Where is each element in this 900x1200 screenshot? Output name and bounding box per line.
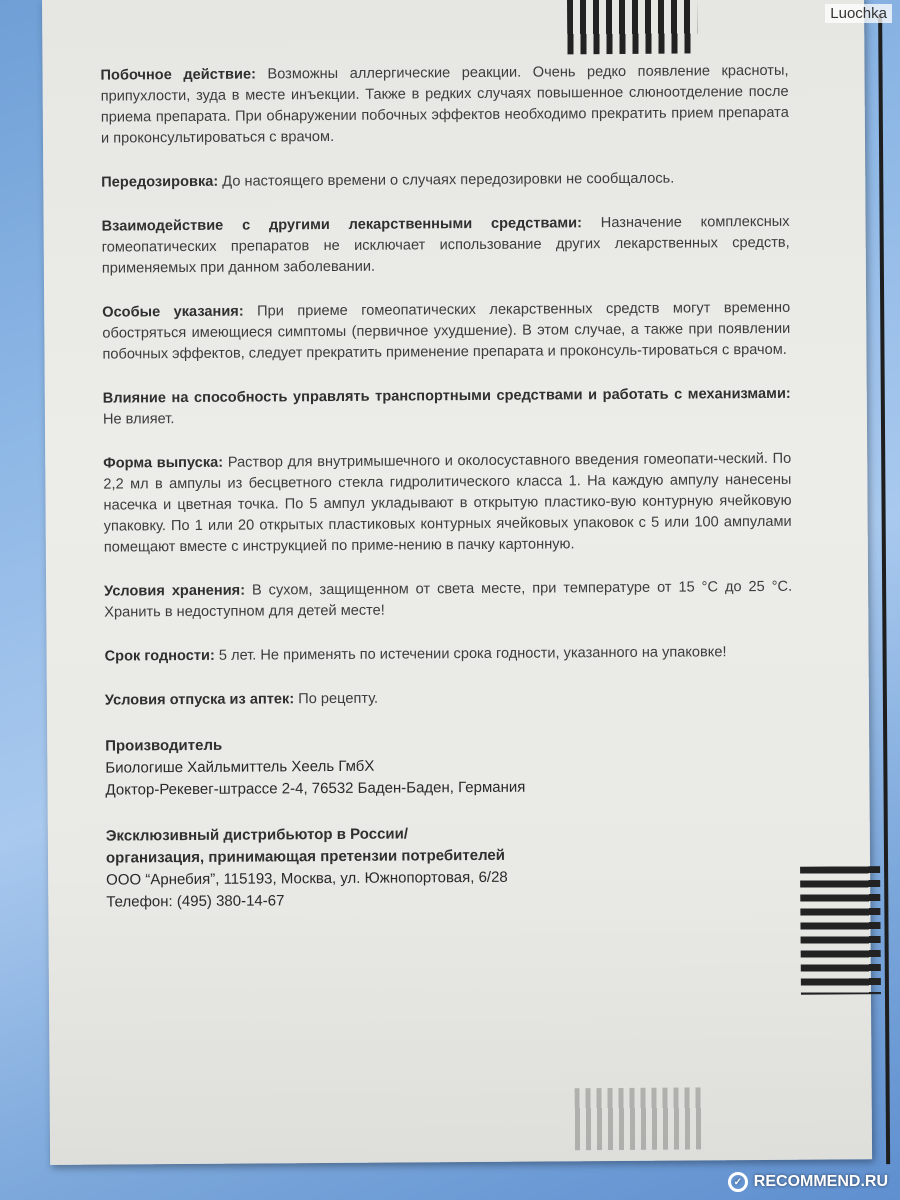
section-body: В сухом, защищенном от света месте, при температуре от 15 °С до 25 °С. Хранить в недоступном для детей месте! [104,578,793,621]
distributor-block [106,821,795,914]
section-body: При приеме гомеопатических лекарственных средств могут временно обостряться имеющиеся симптомы (первичное ухудшение). В этом случае, а также при появлении побочных эффектов, следует прекратить применение препарата и проконсуль-тироваться с врачом. [102,299,791,363]
site-watermark-text: RECOMMEND.RU [753,1173,888,1190]
section-heading: Передозировка: [101,173,219,191]
site-watermark [728,1172,888,1192]
section-heading: Взаимодействие с другими лекарственными средствами: [101,215,583,235]
distributor-phone: Телефон: (495) 380-14-67 [106,892,285,911]
section-heading: Форма выпуска: [103,454,224,472]
barcode-top [567,0,697,54]
section-special-instructions [102,298,790,366]
barcode-bottom [575,1087,705,1150]
section-body: Назначение комплексных гомеопатических препаратов не исключает использование других лекарственных средств, применяемых при данном заболевании. [101,213,790,277]
section-body: Возможны аллергические реакции. Очень редко появление красноты, припухлости, зуда в месте инъекции. Также в редких случаях повышенное слюноотделение после приема препарата. При обнаружении побочных эффектов необходимо прекратить прием препарата и проконсультироваться с врачом. [100,62,789,147]
section-heading: Условия хранения: [104,582,246,600]
manufacturer-address: Доктор-Рекевег-штрассе 2-4, 76532 Баден-Баден, Германия [105,778,526,799]
section-storage [104,577,792,624]
section-heading: Условия отпуска из аптек: [104,691,295,709]
section-driving [103,384,791,431]
author-watermark: Luochka [825,4,892,23]
section-heading: Срок годности: [104,647,215,665]
section-body: 5 лет. Не применять по истечении срока годности, указанного на упаковке! [214,644,727,664]
barcode-side [800,866,881,995]
instruction-leaflet [42,0,872,1165]
section-heading: Побочное действие: [100,66,256,84]
section-interactions [102,212,790,280]
recommend-logo-icon: ✓ [728,1172,748,1192]
section-heading: Влияние на способность управлять транспортными средствами и работать с механизмами: [102,385,791,407]
section-body: Раствор для внутримышечного и околосуставного введения гомеопати-ческий. По 2,2 мл в ампулы из бесцветного стекла гидролитического класса 1. На каждую ампулу нанесены насечка и цветная точка. По 5 ампул укладывают в открытую пластико-вую контурную ячейковую упаковку. По 1 или 20 открытых пластиковых контурных ячейковых упаковок с 5 или 100 ампулами помещают вместе с инструкцией по приме-нению в пачку картонную. [103,450,792,556]
leaflet-text [100,61,794,914]
manufacturer-name: Биологише Хайльмиттель Хеель ГмбХ [105,757,375,777]
distributor-name: ООО “Арнебия”, 115193, Москва, ул. Южнопортовая, 6/28 [106,868,508,889]
distributor-heading-2: организация, принимающая претензии потребителей [105,846,506,867]
section-body: По рецепту. [294,690,379,708]
section-body: Не влияет. [102,411,175,428]
section-release-form [103,449,792,559]
manufacturer-heading: Производитель [105,736,223,755]
section-body: До настоящего времени о случаях передозировки не сообщалось. [218,170,675,190]
section-heading: Особые указания: [102,303,244,321]
section-side-effects [100,61,789,150]
distributor-heading: Эксклюзивный дистрибьютор в России/ [105,825,409,845]
manufacturer-block [105,731,793,802]
